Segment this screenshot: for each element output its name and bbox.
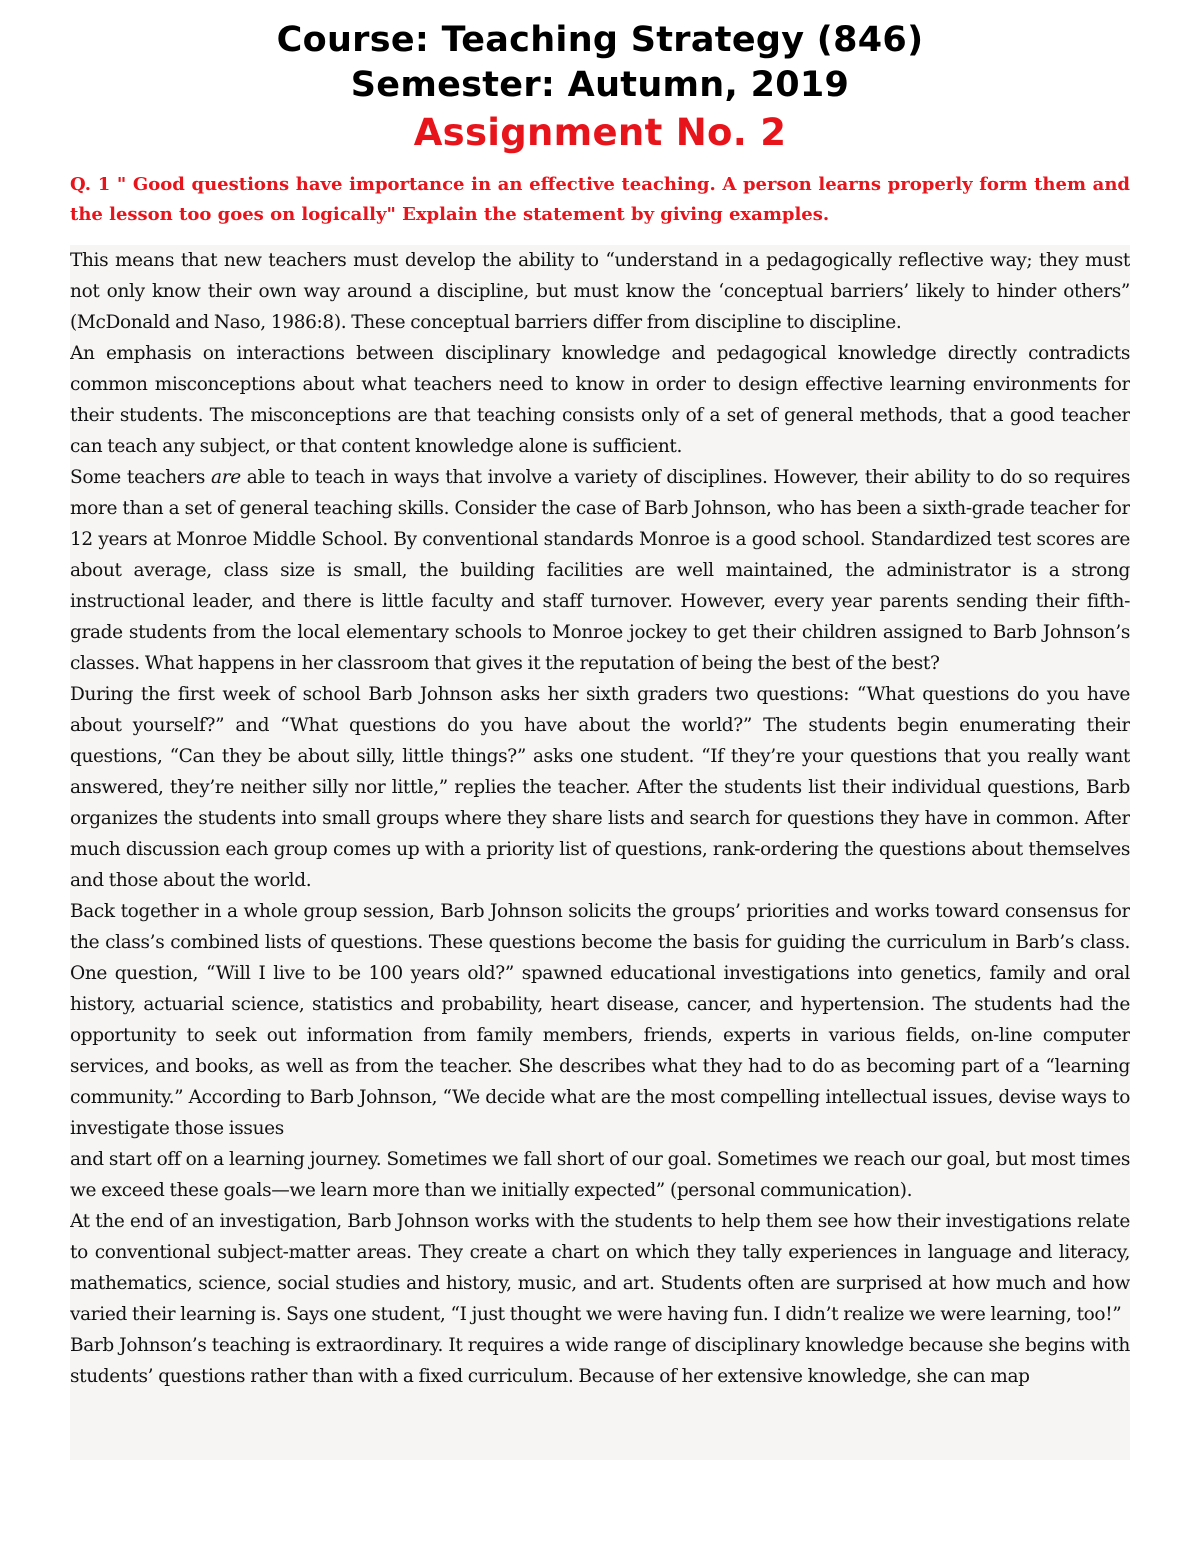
- title-block: [0, 18, 1200, 158]
- paragraph: and start off on a learning journey. Sometimes we fall short of our goal. Sometimes we reach our goal, but most times we exceed these goals—we learn more than we initially expected” (personal communication).: [70, 1149, 1130, 1201]
- paragraph: This means that new teachers must develop the ability to “understand in a pedagogically reflective way; they must not only know their own way around a discipline, but must know the ‘conceptual barriers’ likely to hinder others” (McDonald and Naso, 1986:8). These conceptual barriers differ from discipline to discipline.: [70, 250, 1130, 333]
- emphasis-word: are: [211, 467, 241, 488]
- paragraph-lead: Some teachers: [70, 467, 206, 488]
- paragraph: At the end of an investigation, Barb Johnson works with the students to help them see how their investigations relate to conventional subject-matter areas. They create a chart on which they tally experiences in language and literacy, mathematics, science, social studies and history, music, and art. Students often are surprised at how much and how varied their learning is. Says one student, “I just thought we were having fun. I didn’t realize we were learning, too!”: [70, 1211, 1130, 1325]
- paragraph-rest: able to teach in ways that involve a variety of disciplines. However, their ability to do so requires more than a set of general teaching skills. Consider the case of Barb Johnson, who has been a sixth-grade teacher for 12 years at Monroe Middle School. By conventional standards Monroe is a good school. Standardized test scores are about average, class size is small, the building facilities are well maintained, the administrator is a strong instructional leader, and there is little faculty and staff turnover. However, every year parents sending their fifth-grade students from the local elementary schools to Monroe jockey to get their children assigned to Barb Johnson’s classes. What happens in her classroom that gives it the reputation of being the best of the best?: [70, 467, 1130, 674]
- paragraph: An emphasis on interactions between disciplinary knowledge and pedagogical knowledge directly contradicts common misconceptions about what teachers need to know in order to design effective learning environments for their students. The misconceptions are that teaching consists only of a set of general methods, that a good teacher can teach any subject, or that content knowledge alone is sufficient.: [70, 343, 1130, 457]
- assignment-title: Assignment No. 2: [413, 111, 787, 154]
- course-title: Course: Teaching Strategy (846): [276, 20, 924, 60]
- question-heading: Q. 1 " Good questions have importance in an effective teaching. A person learns properly form them and the lesson too goes on logically" Explain the statement by giving examples.: [70, 174, 1130, 225]
- paragraph: During the first week of school Barb Johnson asks her sixth graders two questions: “What questions do you have about yourself?” and “What questions do you have about the world?” The students begin enumerating their questions, “Can they be about silly, little things?” asks one student. “If they’re your questions that you really want answered, they’re neither silly nor little,” replies the teacher. After the students list their individual questions, Barb organizes the students into small groups where they share lists and search for questions they have in common. After much discussion each group comes up with a priority list of questions, rank-ordering the questions about themselves and those about the world.: [70, 684, 1130, 891]
- answer-body: [70, 245, 1130, 1460]
- semester-title: Semester: Autumn, 2019: [350, 65, 850, 105]
- paragraph: Barb Johnson’s teaching is extraordinary. It requires a wide range of disciplinary knowledge because she begins with students’ questions rather than with a fixed curriculum. Because of her extensive knowledge, she can map: [70, 1335, 1130, 1387]
- paragraph: [70, 462, 1130, 679]
- paragraph: Back together in a whole group session, Barb Johnson solicits the groups’ priorities and works toward consensus for the class’s combined lists of questions. These questions become the basis for guiding the curriculum in Barb’s class. One question, “Will I live to be 100 years old?” spawned educational investigations into genetics, family and oral history, actuarial science, statistics and probability, heart disease, cancer, and hypertension. The students had the opportunity to seek out information from family members, friends, experts in various fields, on-line computer services, and books, as well as from the teacher. She describes what they had to do as becoming part of a “learning community.” According to Barb Johnson, “We decide what are the most compelling intellectual issues, devise ways to investigate those issues: [70, 901, 1130, 1139]
